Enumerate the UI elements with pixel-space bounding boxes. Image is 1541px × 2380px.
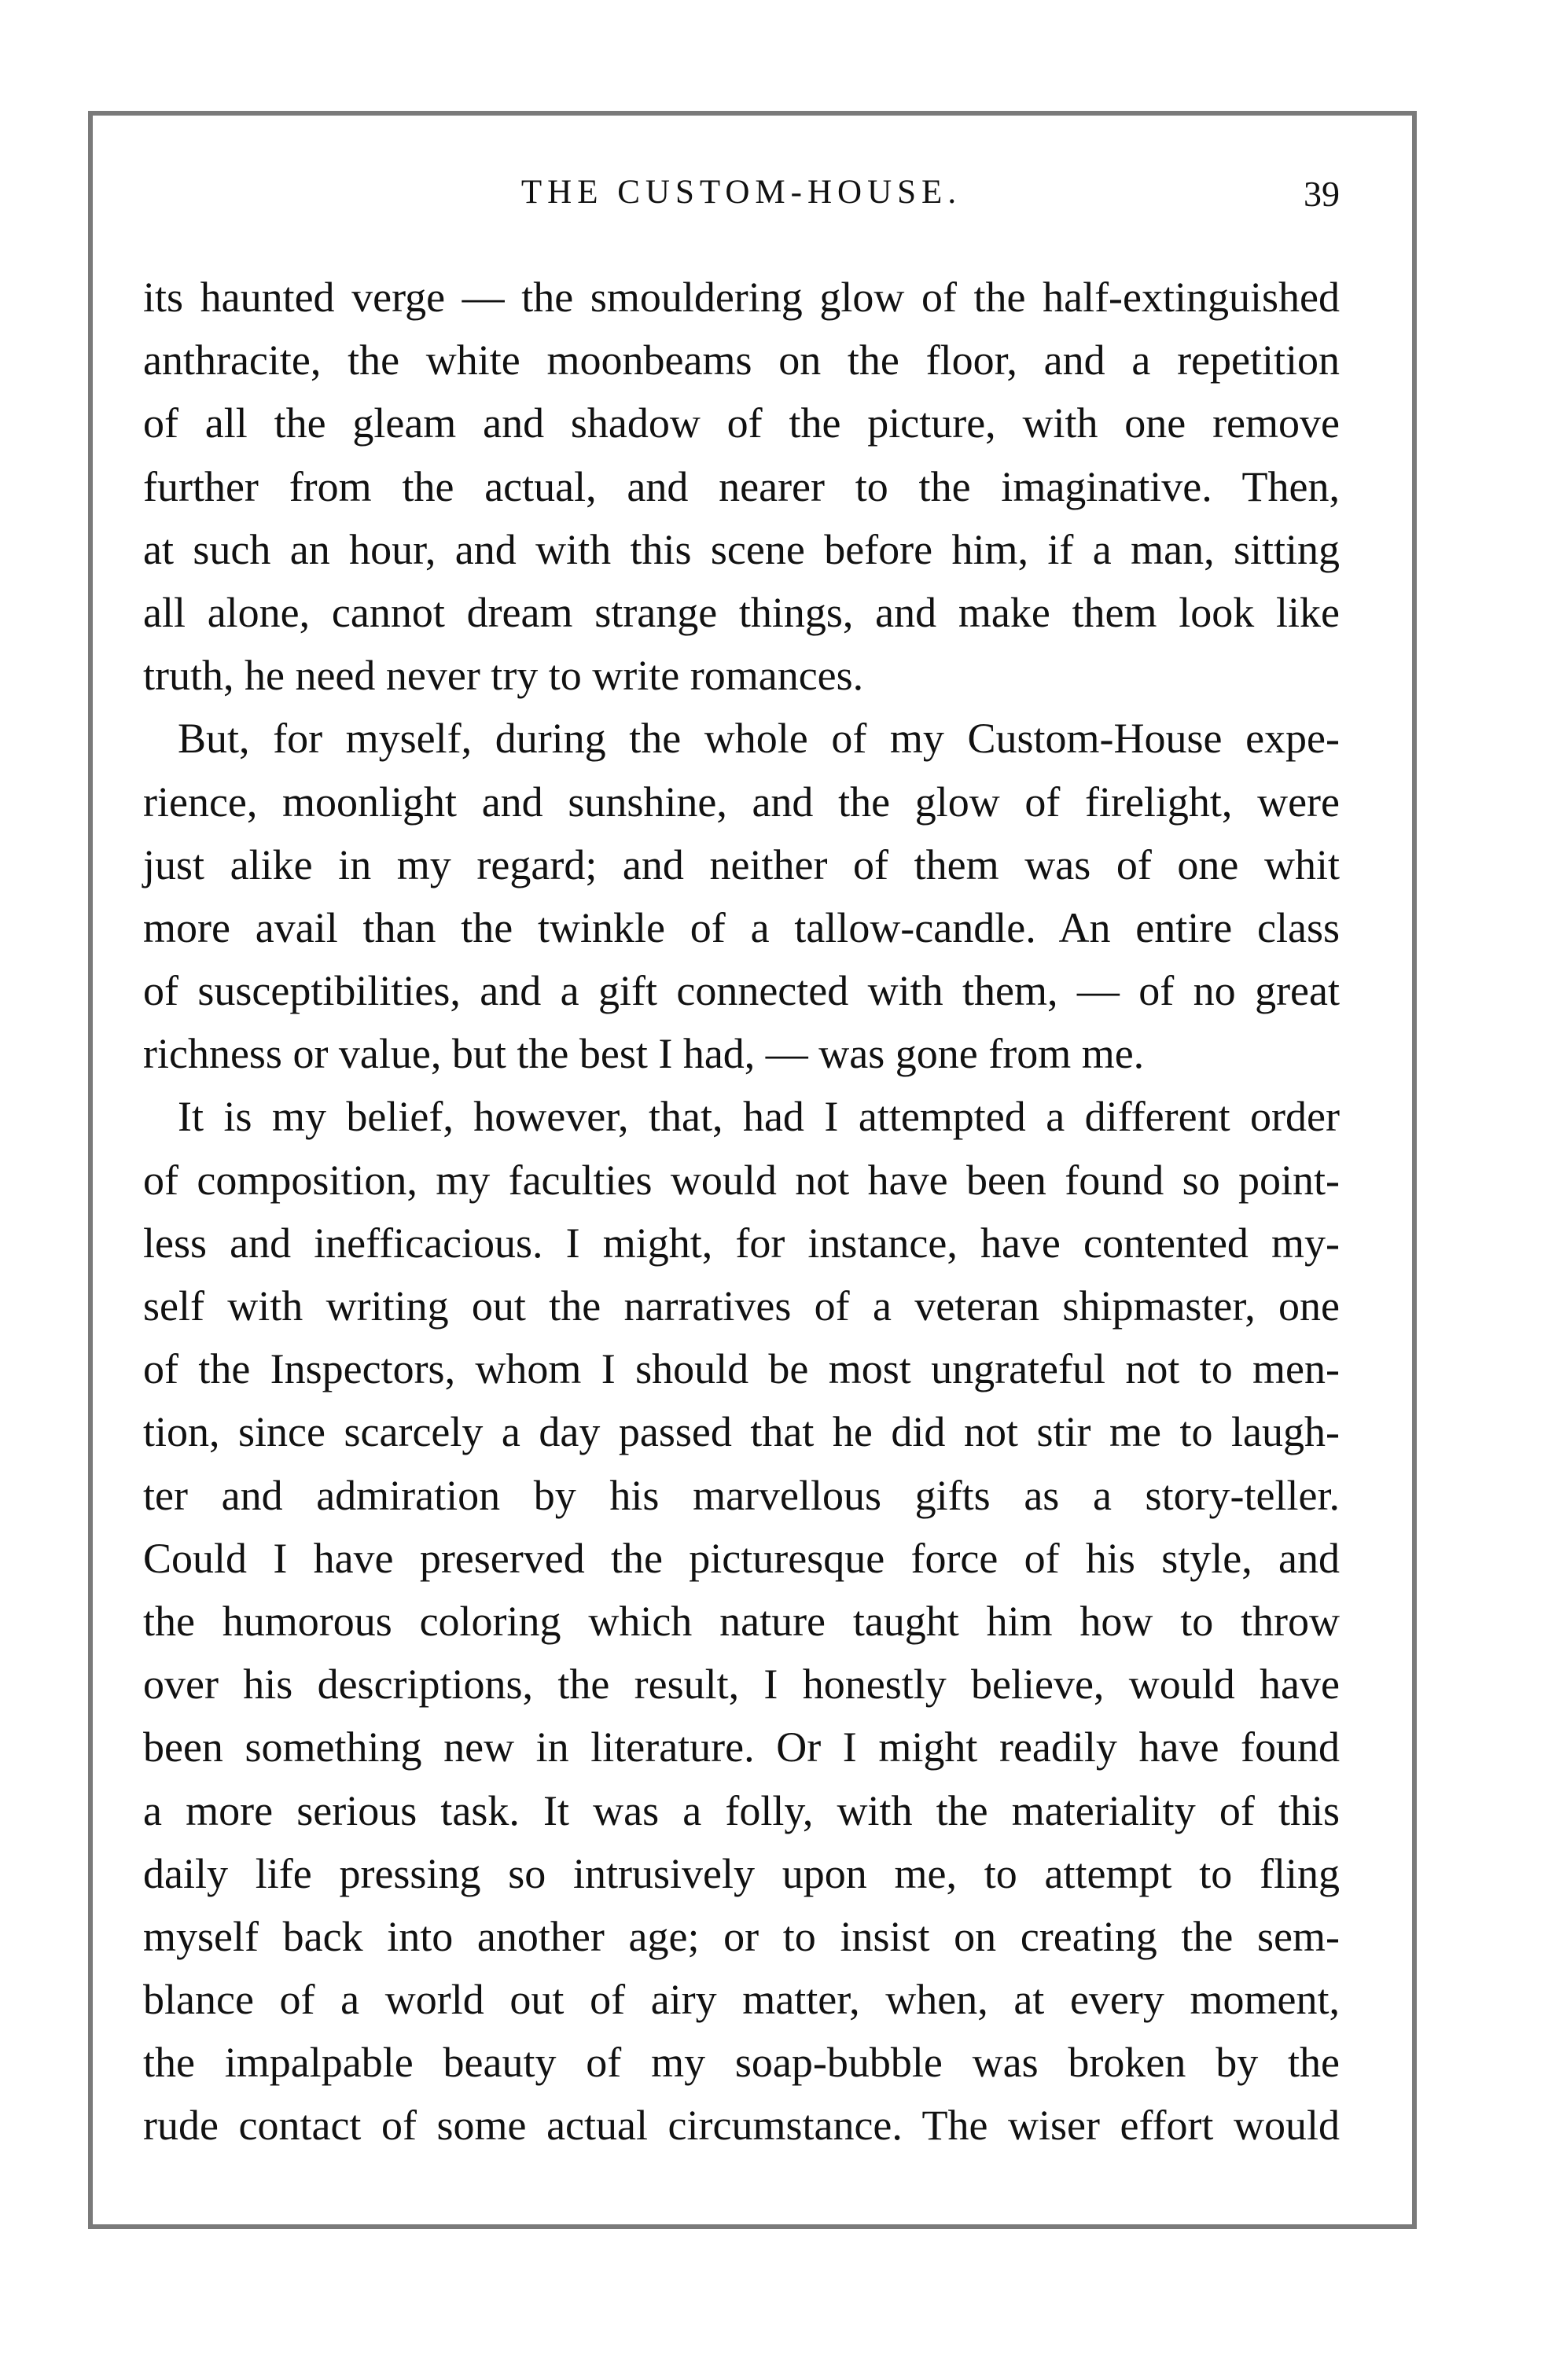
paragraph bbox=[143, 707, 1340, 1085]
paragraph bbox=[143, 266, 1340, 707]
text-line: the impalpable beauty of my soap-bubble was broken by the bbox=[143, 2039, 1340, 2087]
text-line: myself back into another age; or to insist on creating the sem- bbox=[143, 1912, 1340, 1960]
text-line: its haunted verge — the smouldering glow of the half-extinguished bbox=[143, 274, 1340, 321]
paragraph bbox=[143, 1085, 1340, 2157]
page-number: 39 bbox=[1304, 174, 1340, 214]
text-line: less and inefficacious. I might, for instance, have contented my- bbox=[143, 1219, 1340, 1267]
text-line: the humorous coloring which nature taught him how to throw bbox=[143, 1597, 1340, 1645]
text-line: richness or value, but the best I had, — was gone from me. bbox=[143, 1030, 1145, 1078]
text-line: over his descriptions, the result, I honestly believe, would have bbox=[143, 1661, 1340, 1709]
text-line: at such an hour, and with this scene before him, if a man, sitting bbox=[143, 525, 1340, 573]
text-line: ter and admiration by his marvellous gifts as a story-teller. bbox=[143, 1471, 1340, 1519]
page-body bbox=[143, 266, 1340, 2157]
text-line: rience, moonlight and sunshine, and the glow of firelight, were bbox=[143, 778, 1340, 826]
text-line: rude contact of some actual circumstance. The wiser effort would bbox=[143, 2102, 1340, 2150]
text-line: tion, since scarcely a day passed that he did not stir me to laugh- bbox=[143, 1408, 1340, 1456]
text-line: of composition, my faculties would not have been found so point- bbox=[143, 1156, 1340, 1204]
text-line: just alike in my regard; and neither of them was of one whit bbox=[143, 841, 1340, 888]
text-line: But, for myself, during the whole of my Custom-House expe- bbox=[178, 715, 1340, 763]
running-title: THE CUSTOM-HOUSE. bbox=[520, 174, 962, 211]
text-line: Could I have preserved the picturesque force of his style, and bbox=[143, 1534, 1340, 1582]
text-line: blance of a world out of airy matter, when, at every moment, bbox=[143, 1976, 1340, 2024]
text-line: more avail than the twinkle of a tallow-candle. An entire class bbox=[143, 903, 1340, 951]
text-line: been something new in literature. Or I might readily have found bbox=[143, 1723, 1340, 1771]
text-line: self with writing out the narratives of a veteran shipmaster, one bbox=[143, 1282, 1340, 1330]
text-line: further from the actual, and nearer to the imaginative. Then, bbox=[143, 462, 1340, 510]
text-line: truth, he need never try to write romances. bbox=[143, 652, 864, 700]
text-line: It is my belief, however, that, had I attempted a different order bbox=[178, 1093, 1340, 1141]
text-line: daily life pressing so intrusively upon me, to attempt to fling bbox=[143, 1849, 1340, 1897]
text-line: of the Inspectors, whom I should be most ungrateful not to men- bbox=[143, 1345, 1340, 1393]
text-line: a more serious task. It was a folly, with the materiality of this bbox=[143, 1786, 1340, 1834]
text-line: all alone, cannot dream strange things, and make them look like bbox=[143, 588, 1340, 636]
text-line: anthracite, the white moonbeams on the floor, and a repetition bbox=[143, 337, 1340, 384]
text-line: of all the gleam and shadow of the picture, with one remove bbox=[143, 399, 1340, 447]
page-header bbox=[143, 173, 1340, 220]
text-line: of susceptibilities, and a gift connected with them, — of no great bbox=[143, 967, 1340, 1015]
